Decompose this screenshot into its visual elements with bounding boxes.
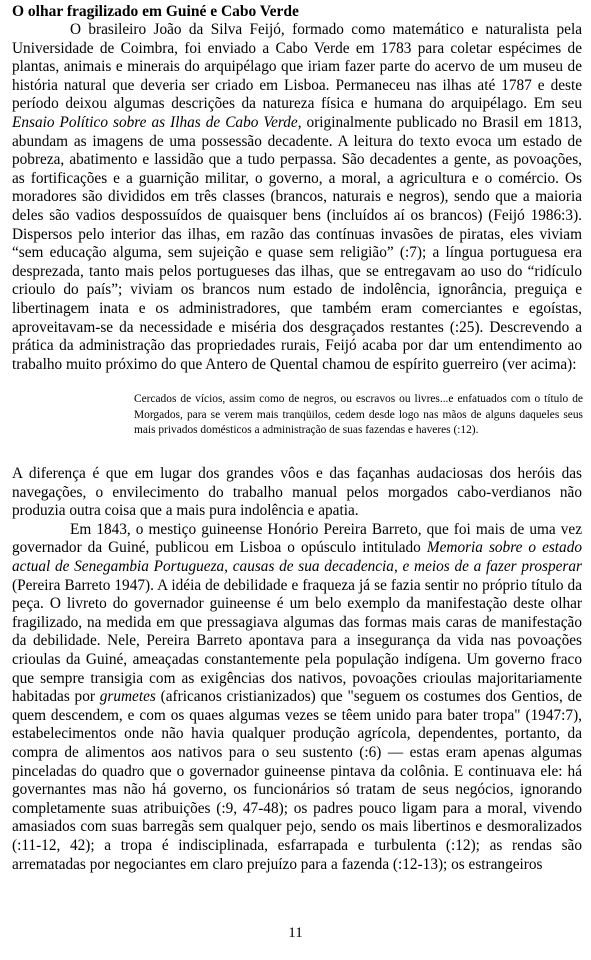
text-run: Em 1843, o mestiço guineense Honório Pereira Barreto, que foi mais de uma vez governador da Guiné, publicou em Lisboa o opúsculo intitulado: [12, 520, 582, 557]
paragraph-barreto: [12, 521, 582, 874]
italic-term: grumetes: [99, 688, 156, 706]
paragraph-difference: A diferença é que em lugar dos grandes vôos e das façanhas audaciosas dos heróis das navegações, o envilecimento do trabalho manual pelos morgados cabo-verdianos não produzia outra coisa que a mais pura indolência e apatia.: [12, 465, 582, 520]
text-run: , originalmente publicado no Brasil em 1813, abundam as imagens de uma possessão decadente. A leitura do texto evoca um estado de pobreza, abatimento e lassidão que a tudo perpassa. São decadentes a gente, as povoações, as fortificações e a guarnição militar, o governo, a moral, a agricultura e o comércio. Os moradores são divididos em três classes (brancos, naturais e negros), sendo que a maioria deles são vadios despossuídos de quaisquer bens (incluídos aí os brancos) (Feijó 1986:3). Dispersos pelo interior das ilhas, em razão das contínuas invasões de piratas, eles viviam “sem educação alguma, sem sujeição e quase sem religião” (:7); a língua portuguesa era desprezada, tanto mais pelos portugueses das ilhas, que se entregavam ao uso do “ridículo crioulo do país”; viviam os brancos num estado de indolência, ignorância, preguiça e libertinagem inata e os administradores, que também eram comerciantes e egoístas, aproveitavam-se da necessidade e miséria dos desgraçados restantes (:25). Descrevendo a prática da administração das propriedades rurais, Feijó acaba por dar um entendimento ao trabalho muito próximo do que Antero de Quental chamou de espírito guerreiro (ver acima):: [12, 113, 582, 373]
book-title: Memoria sobre o estado actual de Senegambia Portugueza, causas de sua decadencia, e meios de a fazer prosperar: [12, 539, 583, 576]
section-title: O olhar fragilizado em Guiné e Cabo Verde: [12, 3, 299, 20]
page-number: 11: [288, 925, 303, 941]
block-quote: Cercados de vícios, assim como de negros, ou escravos ou livres...e enfatuados com o título de Morgados, para se verem mais tranqüilos, cedem desde logo nas mãos de alguns daqueles seus mais privados domésticos a administração de suas fazendas e haveres (:12).: [134, 393, 583, 437]
text-run: (africanos cristianizados) que "seguem os costumes dos Gentios, de quem descendem, e com os quaes algumas vezes se têem unido para bater tropa" (1947:7), estabelecimentos onde não havia qualquer produção agrícola, dependentes, portanto, da compra de alimentos aos nativos para o seu sustento (:6) — estas eram apenas algumas pinceladas do quadro que o governador guineense pintava da colônia. E continuava ele: há governantes mas não há governo, os funcionários só tratam de seus negócios, ignorando completamente suas atribuições (:9, 47-48); os padres pouco ligam para a moral, vivendo amasiados com suas barregãs sem qualquer pejo, sendo os mais libertinos e desmoralizados (:11-12, 42); a tropa é indisciplinada, esfarrapada e turbulenta (:12); as rendas são arrematadas por negociantes em claro prejuízo para a fazenda (:12-13); os estrangeiros: [12, 688, 583, 873]
text-run: O brasileiro João da Silva Feijó, formado como matemático e naturalista pela Universidade de Coimbra, foi enviado a Cabo Verde em 1783 para coletar espécimes de plantas, animais e minerais do arquipélago que iriam fazer parte do acervo de um museu de história natural que deveria ser criado em Lisboa. Permaneceu nas ilhas até 1787 e deste período deixou algumas descrições da natureza física e humana do arquipélago. Em seu: [12, 21, 582, 113]
document-page: [12, 0, 582, 874]
paragraph-feijo: [12, 21, 582, 374]
book-title: Ensaio Político sobre as Ilhas de Cabo Verde: [12, 113, 298, 131]
text-run: (Pereira Barreto 1947). A idéia de debilidade e fraqueza já se fazia sentir no próprio título da peça. O livreto do governador guineense é um belo exemplo da manifestação deste olhar fragilizado, na medida em que pressagiava algumas das formas mais caras de manifestação da debilidade. Nele, Pereira Barreto apontava para a insegurança da vida nas povoações crioulas da Guiné, ameaçadas constantemente pela população indígena. Um governo fraco que sempre transigia com as exigências dos nativos, povoações crioulas majoritariamente habitadas por: [12, 576, 582, 706]
